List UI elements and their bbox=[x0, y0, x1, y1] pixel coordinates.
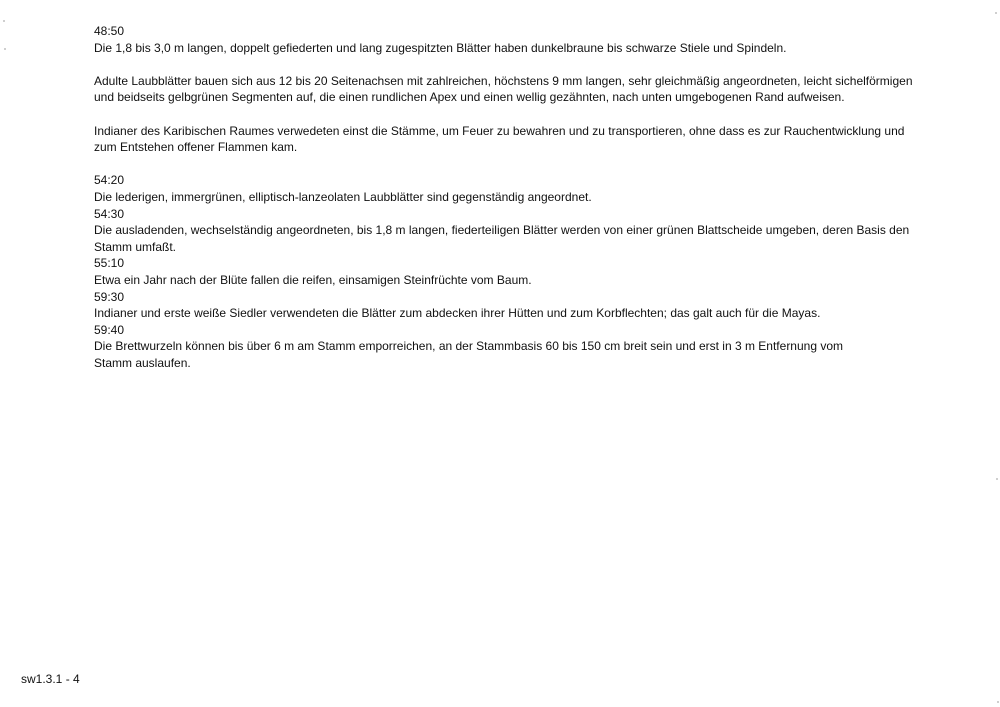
text-block-4 bbox=[94, 172, 924, 371]
text-line: Die lederigen, immergrünen, elliptisch-lanzeolaten Laubblätter sind gegenständig angeordnet. bbox=[94, 189, 592, 204]
text-line: Stamm auslaufen. bbox=[94, 355, 191, 370]
timestamp: 59:30 bbox=[94, 289, 125, 304]
text-block-2 bbox=[94, 73, 924, 106]
text-line: Indianer und erste weiße Siedler verwendeten die Blätter zum abdecken ihrer Hütten und zum Korbflechten; das galt auch für die Mayas. bbox=[94, 306, 821, 321]
scan-artifact bbox=[3, 20, 5, 22]
timestamp: 55:10 bbox=[94, 256, 125, 271]
scan-artifact bbox=[997, 701, 999, 703]
scan-artifact bbox=[4, 48, 6, 50]
text-block-1 bbox=[94, 23, 924, 56]
page-footer-code: sw1.3.1 - 4 bbox=[21, 672, 80, 686]
timestamp: 59:40 bbox=[94, 322, 125, 337]
text-line: Indianer des Karibischen Raumes verwedeten einst die Stämme, um Feuer zu bewahren und zu transportieren, ohne dass es zur Rauchentwicklung und bbox=[94, 123, 905, 138]
text-line: Stamm umfaßt. bbox=[94, 239, 177, 254]
scan-artifact bbox=[996, 478, 998, 480]
paragraph-gap bbox=[94, 56, 924, 73]
text-line: Adulte Laubblätter bauen sich aus 12 bis 20 Seitenachsen mit zahlreichen, höchstens 9 mm langen, sehr gleichmäßig angeordneten, leicht sichelförmigen bbox=[94, 73, 913, 88]
text-line: Die ausladenden, wechselständig angeordneten, bis 1,8 m langen, fiederteiligen Blätter werden von einer grünen Blattscheide umgeben, deren Basis den bbox=[94, 223, 910, 238]
text-block-3 bbox=[94, 123, 924, 156]
text-line: und beidseits gelbgrünen Segmenten auf, die einen rundlichen Apex und einen wellig gezähnten, nach unten umgebogenen Rand aufweisen. bbox=[94, 90, 845, 105]
timestamp: 48:50 bbox=[94, 24, 125, 38]
paragraph-gap bbox=[94, 106, 924, 123]
timestamp: 54:30 bbox=[94, 206, 125, 221]
text-line: Etwa ein Jahr nach der Blüte fallen die reifen, einsamigen Steinfrüchte vom Baum. bbox=[94, 272, 532, 287]
document-body bbox=[94, 23, 924, 371]
text-line: Die 1,8 bis 3,0 m langen, doppelt gefiederten und lang zugespitzten Blätter haben dunkelbraune bis schwarze Stiele und Spindeln. bbox=[94, 40, 787, 55]
timestamp: 54:20 bbox=[94, 173, 125, 188]
text-line: zum Entstehen offener Flammen kam. bbox=[94, 140, 298, 155]
scan-artifact bbox=[995, 12, 997, 14]
text-line: Die Brettwurzeln können bis über 6 m am Stamm emporreichen, an der Stammbasis 60 bis 150 cm breit sein und erst in 3 m Entfernung vom bbox=[94, 339, 844, 354]
paragraph-gap bbox=[94, 156, 924, 173]
